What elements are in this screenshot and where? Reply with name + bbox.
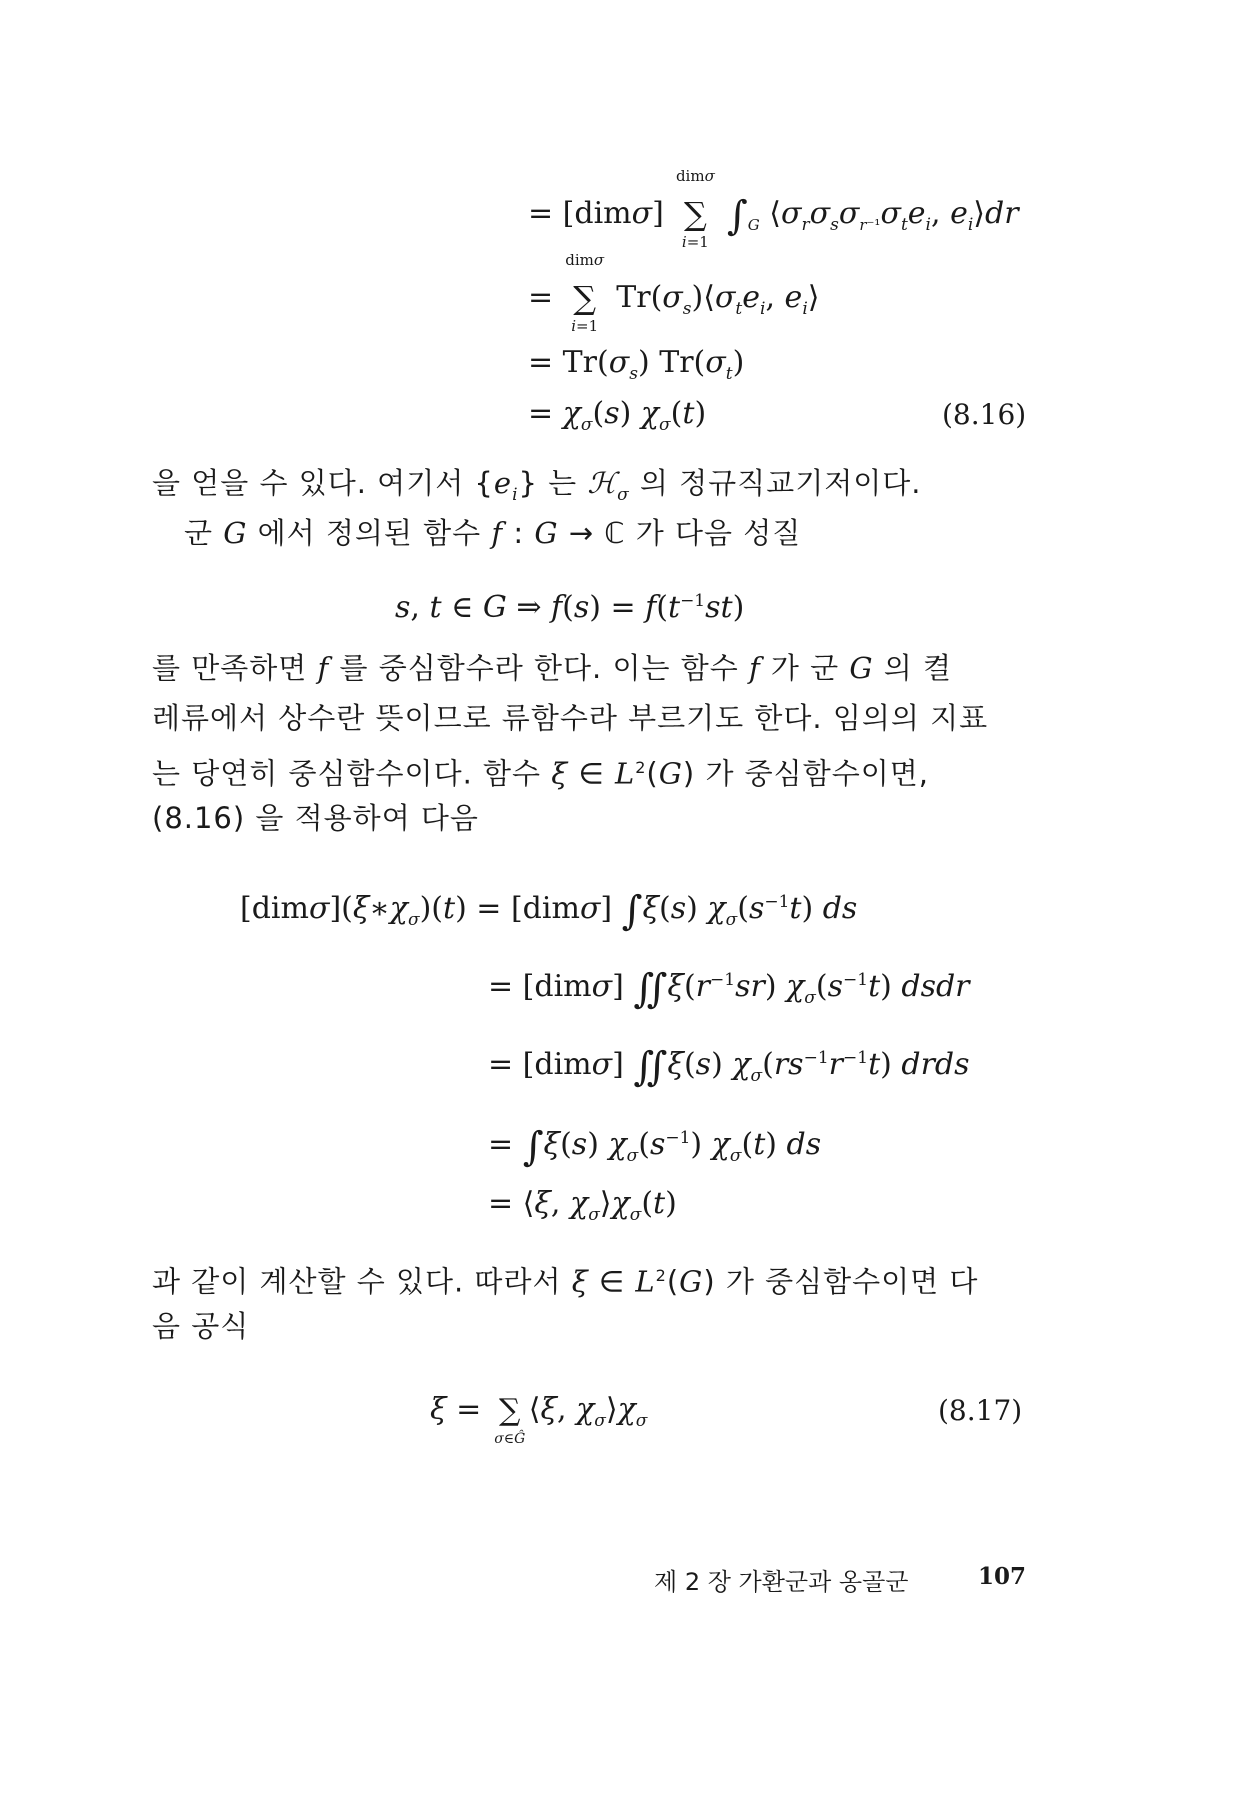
paragraph-central-function-line1: 를 만족하면 f 를 중심함수라 한다. 이는 함수 f 가 군 G 의 켤: [152, 651, 953, 685]
equation-number-817: (8.17): [938, 1394, 1023, 1427]
equation-817: ξ = ∑ σ∈Ĝ ⟨ξ, $\chi_\sigma⟩\chi_\sigma$: [430, 1392, 648, 1447]
equation-816-line3: = $Tr(\sigma_s)$ $Tr(\sigma_t)$: [528, 345, 745, 384]
equation-816-line4: = $\chi_\sigma(s)$ $\chi_\sigma(t)$: [528, 396, 707, 435]
equation-816-line2: = dimσ ∑ i=1 $Tr(\sigma_s)⟨\sigma_te_i$, $e_i⟩$: [528, 251, 820, 335]
equation-conv-line3: = [dimσ] ∬ξ(s) $\chi_\sigma(rs^{-1}r^{-1}t)$ drds: [488, 1044, 970, 1090]
paragraph-central-function-line3: 는 당연히 중심함수이다. 함수 ξ ∈ $L^2(G)$ 가 중심함수이면,: [152, 756, 929, 791]
equation-number-816: (8.16): [942, 398, 1027, 431]
equation-816-line1: = [dimσ] dimσ ∑ i=1 $\int_G$ $⟨\sigma_r\sigma_s\sigma_{r^{-1}}\sigma_te_i$, $e_i⟩dr$: [528, 167, 1019, 251]
equation-conv-line1: $[dim\sigma](\xi∗\chi_\sigma)(t) = [dim\sigma]$ ∫ξ(s) $\chi_\sigma(s^{-1}t)$ ds: [240, 888, 858, 934]
paragraph-central-function-line2: 레류에서 상수란 뜻이므로 류함수라 부르기도 한다. 임의의 지표: [152, 701, 989, 735]
equation-conv-line2: = [dimσ] $∬\xi(r^{-1}sr)$ $\chi_\sigma(s^{-1}t)$ dsdr: [488, 966, 970, 1012]
paragraph-central-function-line4: (8.16) 을 적용하여 다음: [152, 801, 479, 835]
paragraph-orthonormal-basis: 을 얻을 수 있다. 여기서 $\{e_i\}$ 는 ℋ$_\sigma$ 의 정규직교기저이다.: [152, 466, 922, 505]
paragraph-formula-intro-line1: 과 같이 계산할 수 있다. 따라서 ξ ∈ $L^2(G)$ 가 중심함수이면 다: [152, 1264, 979, 1299]
equation-conv-line5: = ⟨ξ, $\chi_\sigma⟩\chi_\sigma(t)$: [488, 1186, 677, 1225]
chapter-footer: 제 2 장 가환군과 옹골군: [654, 1568, 909, 1596]
page-number: 107: [978, 1563, 1027, 1590]
paragraph-central-function-intro: 군 G 에서 정의된 함수 f : G → ℂ 가 다음 성질: [184, 516, 802, 550]
paragraph-formula-intro-line2: 음 공식: [152, 1309, 250, 1343]
equation-conv-line4: = ∫ξ(s) $\chi_\sigma(s^{-1})$ $\chi_\sigma(t)$ ds: [488, 1124, 822, 1170]
equation-central-function: s, t ∈ G ⇒ $f(s) = f(t^{-1}st)$: [395, 590, 745, 625]
